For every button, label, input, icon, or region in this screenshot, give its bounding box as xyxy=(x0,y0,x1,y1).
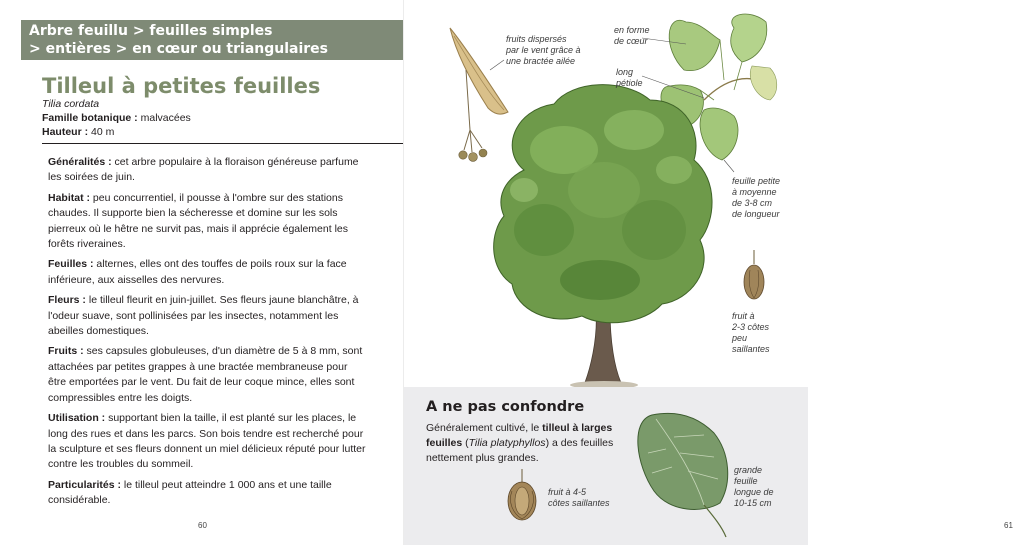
breadcrumb-line-1: Arbre feuillu > feuilles simples xyxy=(29,23,273,39)
section-text: alternes, elles ont des touffes de poils roux sur la face inférieure, aux aisselles des nervures. xyxy=(48,258,347,286)
annotation-line: peu xyxy=(732,333,748,343)
annotation-petiole xyxy=(616,67,643,89)
annotation-heart xyxy=(614,25,650,47)
page-number-right: 61 xyxy=(1004,521,1013,530)
section-label: Habitat : xyxy=(48,191,90,204)
section-fruits xyxy=(48,344,368,406)
annotation-line: long xyxy=(616,67,634,77)
breadcrumb-line-2: > entières > en cœur ou triangulaires xyxy=(29,41,328,57)
lookalike-species: tilleul à larges feuilles xyxy=(426,422,613,449)
annotation-bract xyxy=(506,34,581,67)
lookalike-title: A ne pas confondre xyxy=(426,399,585,415)
height-label: Hauteur : xyxy=(42,126,89,138)
annotation-line: côtes saillantes xyxy=(548,498,610,508)
family-label: Famille botanique : xyxy=(42,112,138,124)
page-number-left: 60 xyxy=(198,521,207,530)
section-particularites xyxy=(48,478,368,509)
large-leaf-illustration xyxy=(638,413,728,537)
annotation-leaf-size xyxy=(732,176,780,220)
section-label: Fleurs : xyxy=(48,294,86,307)
annotation-fruit xyxy=(732,311,770,355)
section-text: le tilleul fleurit en juin-juillet. Ses fleurs jaune blanchâtre, à l'odeur suave, sont pollinisées par les insectes, notamment les abeilles domestiques. xyxy=(48,294,359,338)
annotation-line: une bractée ailée xyxy=(506,56,576,66)
annotation-fruit-large xyxy=(548,487,610,509)
lookalike-text-start: Généralement cultivé, le xyxy=(426,422,543,434)
annotation-line: par le vent grâce à xyxy=(506,45,581,55)
section-generalites xyxy=(48,155,368,186)
family-line xyxy=(42,112,191,124)
section-label: Feuilles : xyxy=(48,258,94,271)
lookalike-latin: Tilia platyphyllos xyxy=(468,437,546,449)
species-title: Tilleul à petites feuilles xyxy=(42,74,321,98)
annotation-leaf-large xyxy=(734,465,774,509)
section-text: ses capsules globuleuses, d'un diamètre de 5 à 8 mm, sont attachées par petites grappes à une bractée membraneuse pour être emportées par le vent. Du fait de leur coque mince, elles sont compressibles entre les doigts. xyxy=(48,345,363,404)
small-fruit-illustration xyxy=(744,250,764,299)
annotation-line: en forme xyxy=(614,25,650,35)
lookalike-paren: ( xyxy=(462,437,469,449)
annotation-line: fruits dispersés xyxy=(506,34,567,44)
annotation-line: de longueur xyxy=(732,209,780,219)
annotation-line: à moyenne xyxy=(732,187,777,197)
family-value: malvacées xyxy=(137,112,191,124)
large-fruit-illustration xyxy=(508,469,536,520)
section-utilisation xyxy=(48,411,368,473)
bract-seed-illustration xyxy=(450,28,508,161)
latin-name: Tilia cordata xyxy=(42,98,100,110)
section-text: supportant bien la taille, il est planté sur les places, le long des rues et dans les parcs. Son bois tendre est recherché pour la sculpture et ses fleurs donnent un miel délicieux réputé pour lutter contre les troubles du sommeil. xyxy=(48,412,366,471)
section-label: Fruits : xyxy=(48,345,84,358)
tree-illustration xyxy=(494,85,712,389)
left-page xyxy=(0,0,404,545)
annotation-line: feuille xyxy=(734,476,758,486)
annotation-line: grande xyxy=(734,465,763,475)
section-label: Généralités : xyxy=(48,156,112,168)
section-label: Particularités : xyxy=(48,478,121,491)
section-text: le tilleul peut atteindre 1 000 ans et une taille considérable. xyxy=(48,478,332,507)
height-line xyxy=(42,126,114,138)
annotation-line: feuille petite xyxy=(732,176,781,186)
breadcrumb-band xyxy=(21,20,403,60)
section-text: cet arbre populaire à la floraison généreuse parfume les soirées de juin. xyxy=(48,156,359,184)
section-divider xyxy=(42,143,403,144)
lookalike-text-end: ) a des feuilles nettement plus grandes. xyxy=(426,437,614,464)
annotation-line: de 3-8 cm xyxy=(732,198,773,208)
section-habitat xyxy=(48,191,368,253)
annotation-line: longue de xyxy=(734,487,774,497)
annotation-line: 2-3 côtes xyxy=(732,322,770,332)
annotation-line: fruit à 4-5 xyxy=(548,487,587,497)
section-text: peu concurrentiel, il pousse à l'ombre sur des stations chaudes. Il supporte bien la sécheresse et domine sur les sols pierreux où le hêtre ne survit pas, mais il apprécie également les forêts riveraines. xyxy=(48,191,348,251)
section-feuilles xyxy=(48,257,368,288)
section-label: Utilisation : xyxy=(48,412,106,425)
annotation-line: saillantes xyxy=(732,344,770,354)
annotation-line: fruit à xyxy=(732,311,755,321)
section-fleurs xyxy=(48,293,368,339)
description-body xyxy=(48,155,368,514)
annotation-line: de cœur xyxy=(614,36,648,46)
height-value: 40 m xyxy=(88,126,115,138)
lookalike-box xyxy=(404,387,808,545)
annotation-line: pétiole xyxy=(616,78,643,88)
annotation-line: 10-15 cm xyxy=(734,498,772,508)
